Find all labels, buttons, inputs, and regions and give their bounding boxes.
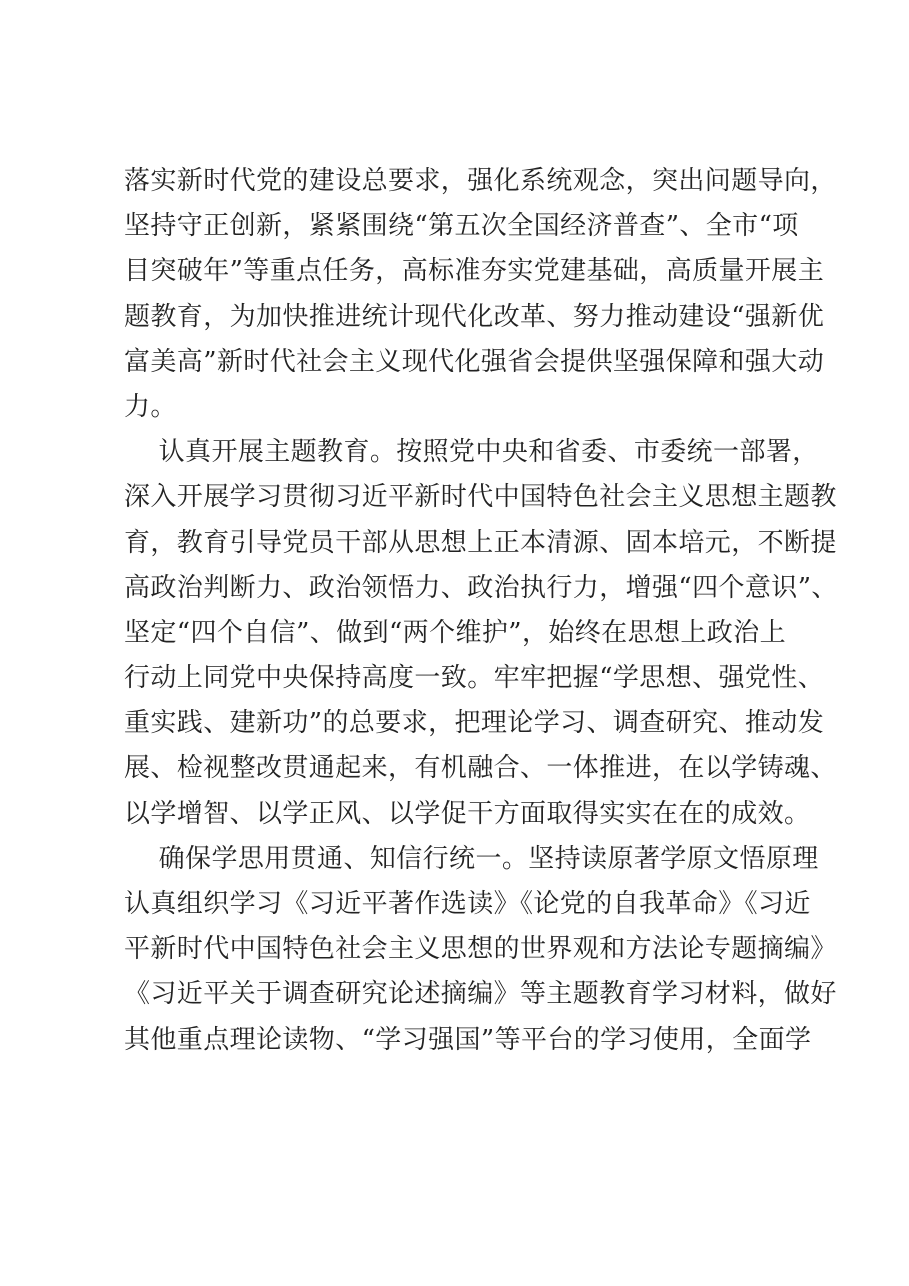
text-line: 展、检视整改贯通起来，有机融合、一体推进，在以学铸魂、: [124, 753, 837, 784]
paragraph-start-line: 确保学思用贯通、知信行统一。坚持读原著学原文悟原理: [124, 843, 819, 874]
text-line: 其他重点理论读物、“学习强国”等平台的学习使用，全面学: [124, 1024, 812, 1055]
body-text: [124, 159, 838, 1063]
text-line: 坚定“四个自信”、做到“两个维护”，始终在思想上政治上: [124, 617, 786, 648]
text-line: 认真组织学习《习近平著作选读》《论党的自我革命》《习近: [124, 889, 811, 919]
text-line: 题教育，为加快推进统计现代化改革、努力推动建设“强新优: [124, 301, 825, 332]
text-line: 高政治判断力、政治领悟力、政治执行力，增强“四个意识”、: [124, 572, 838, 603]
text-line: 以学增智、以学正风、以学促干方面取得实实在在的成效。: [124, 798, 811, 829]
text-line: 平新时代中国特色社会主义思想的世界观和方法论专题摘编》: [124, 934, 837, 965]
text-line: 深入开展学习贯彻习近平新时代中国特色社会主义思想主题教: [124, 482, 837, 513]
text-line: 行动上同党中央保持高度一致。牢牢把握“学思想、强党性、: [124, 663, 825, 694]
paragraph-start-line: 认真开展主题教育。按照党中央和省委、市委统一部署，: [124, 437, 819, 468]
text-line: 育，教育引导党员干部从思想上正本清源、固本培元，不断提: [124, 527, 837, 558]
text-line: 力。: [124, 391, 177, 422]
text-line: 坚持守正创新，紧紧围绕“第五次全国经济普查”、全市“项: [124, 211, 799, 242]
text-line: 重实践、建新功”的总要求，把理论学习、调查研究、推动发: [124, 708, 825, 739]
text-line: 落实新时代党的建设总要求，强化系统观念，突出问题导向，: [124, 166, 837, 196]
text-line: 富美高”新时代社会主义现代化强省会提供坚强保障和强大动: [124, 346, 825, 377]
text-line: 目突破年”等重点任务，高标准夯实党建基础，高质量开展主: [124, 256, 825, 287]
text-line: 《习近平关于调查研究论述摘编》等主题教育学习材料，做好: [124, 979, 837, 1010]
